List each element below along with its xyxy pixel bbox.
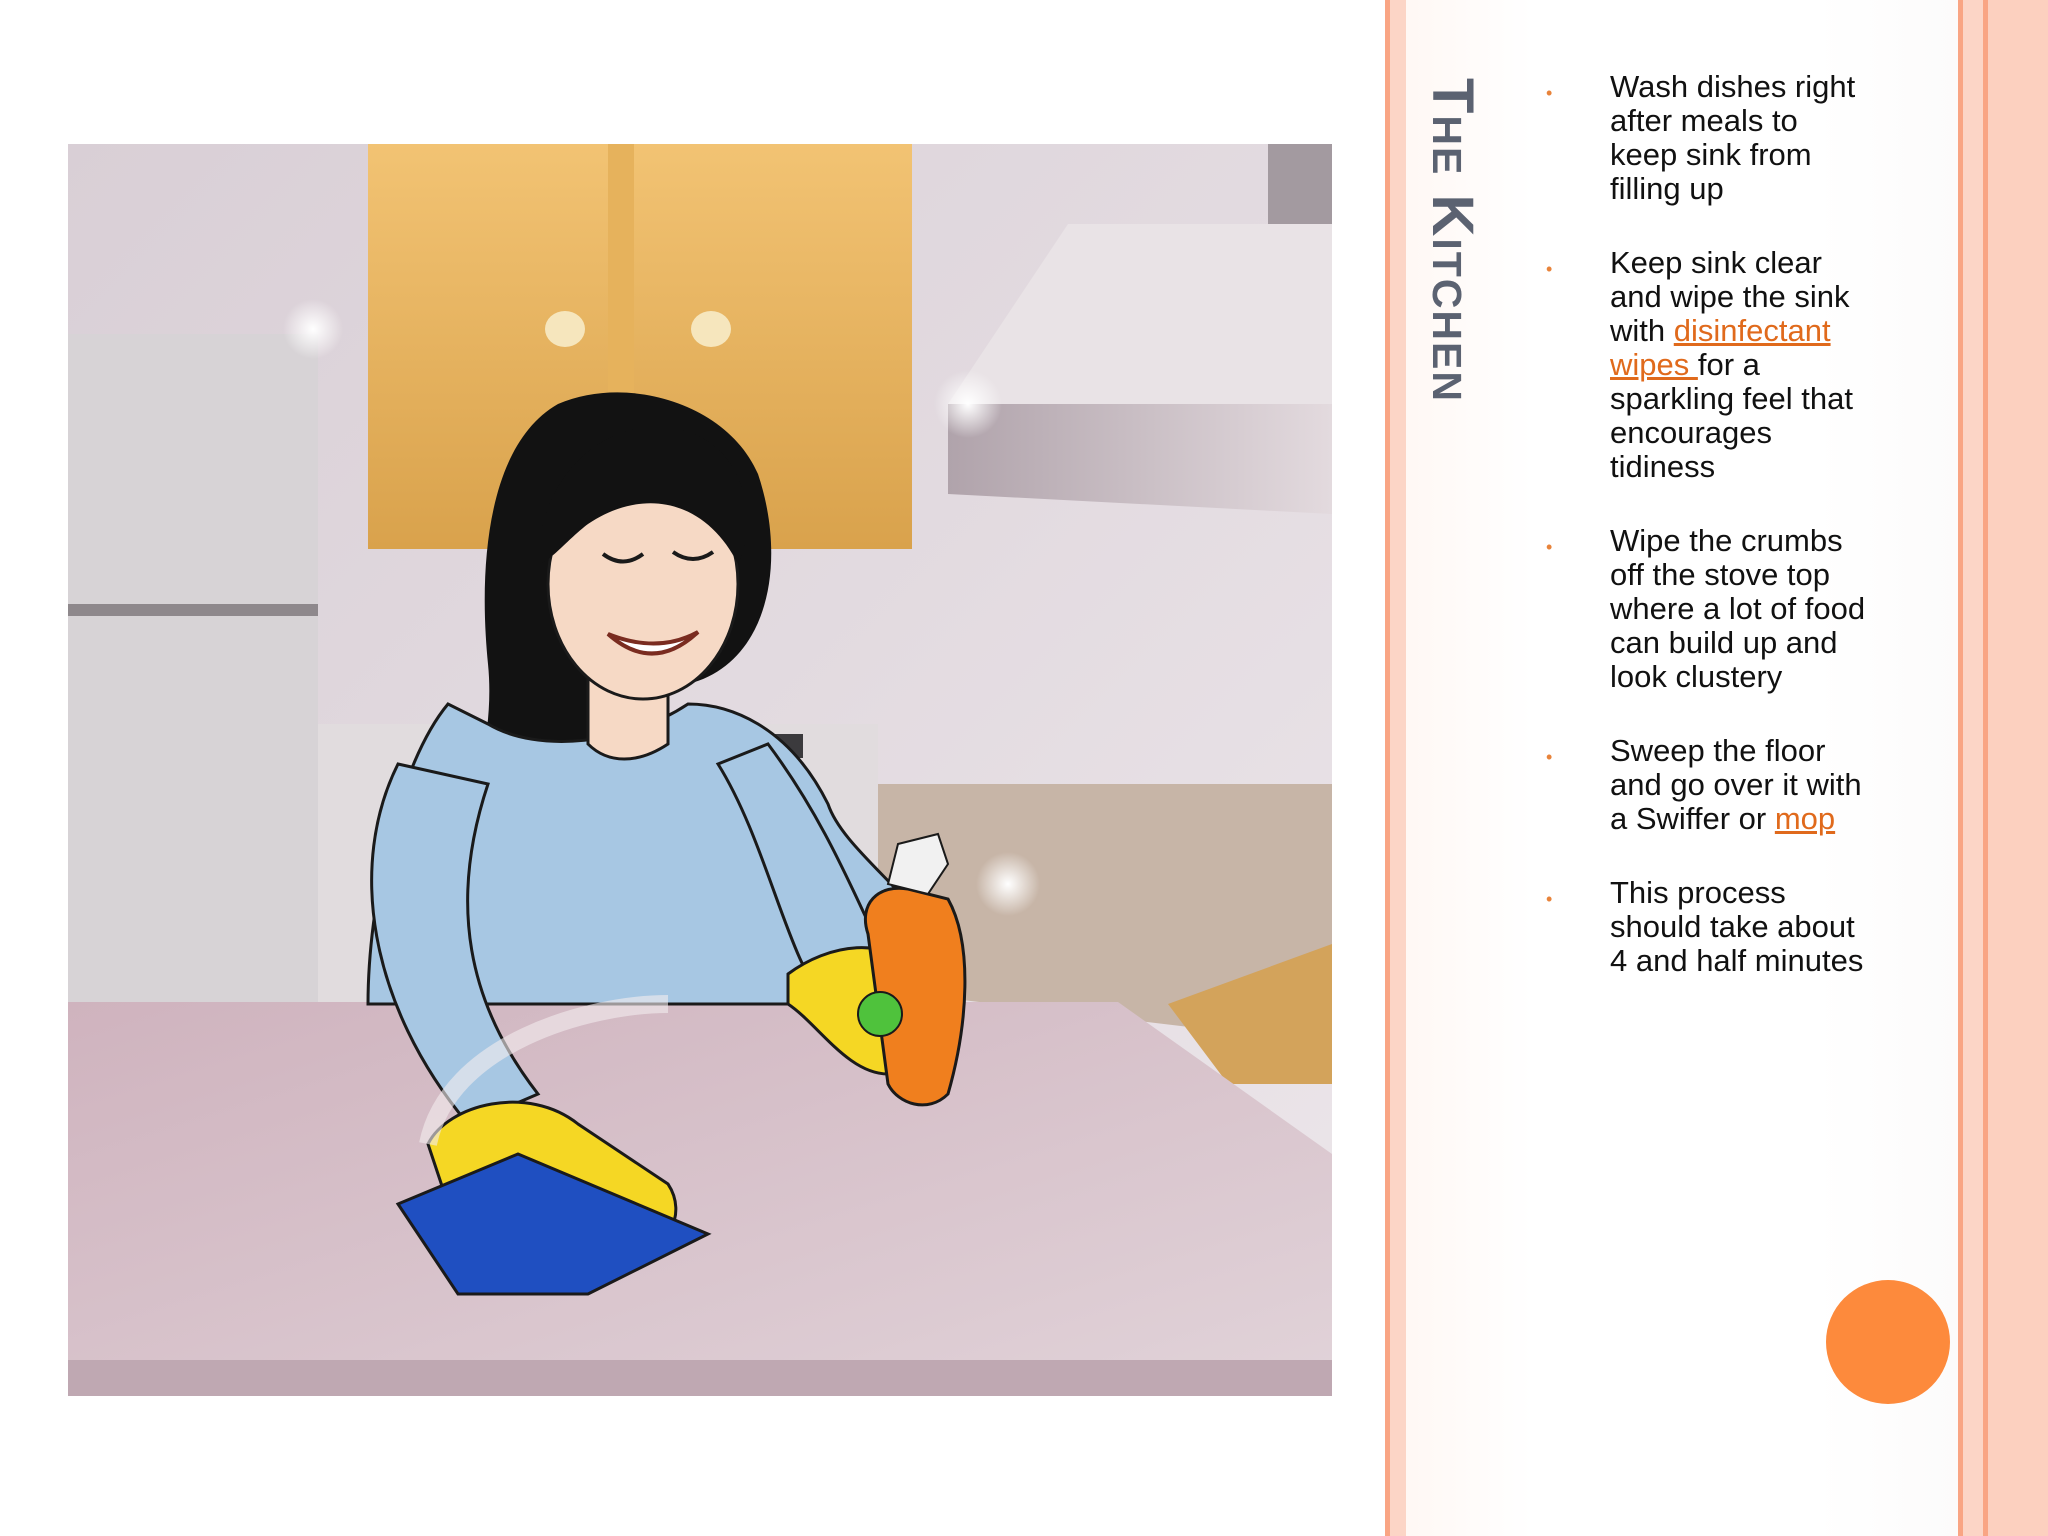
bullet-text-after-link: for a sparkling feel that encourages tidiness [1610, 347, 1853, 484]
bullet-icon: • [1546, 889, 1553, 909]
list-item [1540, 876, 1870, 978]
bullet-text: Wipe the crumbs off the stove top where a lot of food can build up and look clustery [1610, 523, 1866, 694]
list-item [1540, 524, 1870, 694]
bullet-text: Sweep the floor and go over it with a Swiffer or [1610, 733, 1862, 836]
slide-title: The Kitchen [1420, 78, 1485, 403]
mop-link[interactable]: mop [1774, 801, 1836, 836]
list-item [1540, 734, 1870, 836]
kitchen-cleaning-illustration [68, 144, 1332, 1396]
bullet-icon: • [1546, 259, 1553, 279]
stripe-wide-left [1390, 0, 1406, 1536]
list-item [1540, 246, 1870, 484]
stripe-right-2 [1963, 0, 1983, 1536]
bullet-icon: • [1546, 83, 1553, 103]
bullet-list [1540, 70, 1870, 1018]
bullet-icon: • [1546, 537, 1553, 557]
bullet-text: This process should take about 4 and half minutes [1610, 875, 1864, 978]
bullet-icon: • [1546, 747, 1553, 767]
disinfectant-wipes-link[interactable]: disinfectant wipes [1610, 313, 1831, 382]
list-item [1540, 70, 1870, 206]
bullet-text: Keep sink clear and wipe the sink with [1610, 245, 1850, 348]
bullet-text: Wash dishes right after meals to keep sink from filling up [1610, 69, 1856, 206]
stripe-right-4 [1988, 0, 2048, 1536]
orange-circle-decoration [1826, 1280, 1950, 1404]
